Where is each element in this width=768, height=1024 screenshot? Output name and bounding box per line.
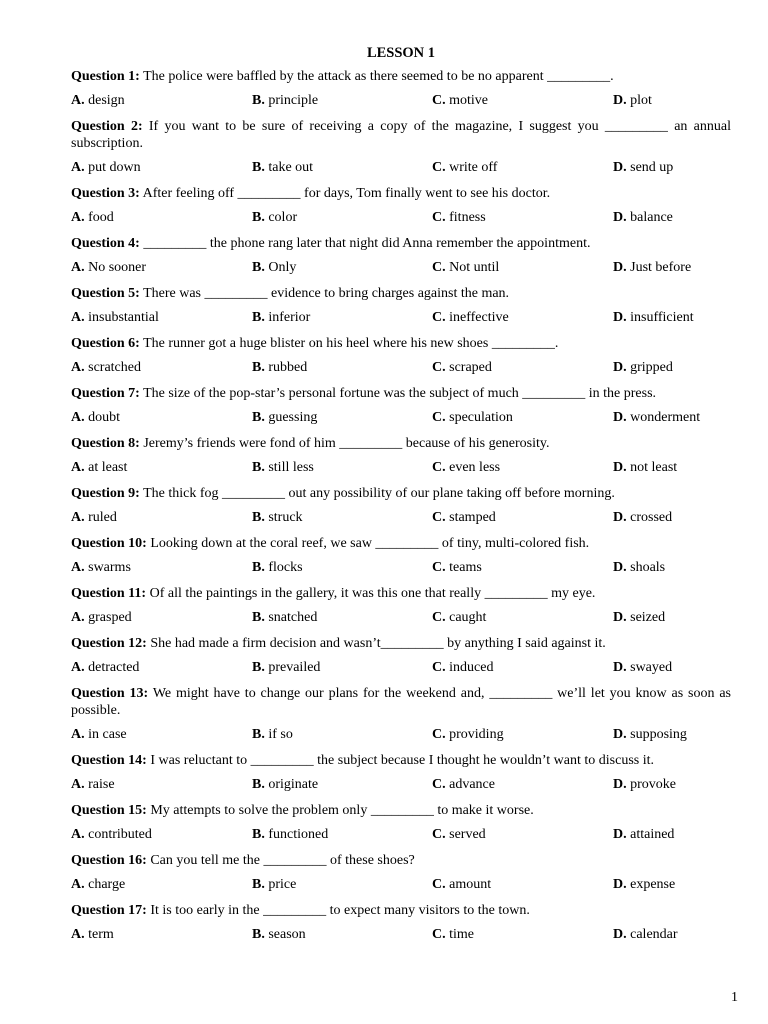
- option-letter: B.: [252, 727, 265, 742]
- option-text: insufficient: [630, 310, 694, 325]
- option-letter: D.: [613, 827, 627, 842]
- option-letter: D.: [613, 360, 627, 375]
- answer-options: [71, 826, 731, 843]
- answer-option-b: [252, 509, 432, 526]
- option-text: supposing: [630, 727, 687, 742]
- answer-option-c: [432, 209, 613, 226]
- option-letter: B.: [252, 560, 265, 575]
- option-letter: A.: [71, 210, 85, 225]
- answer-options: [71, 159, 731, 176]
- question-text: Looking down at the coral reef, we saw _________ of tiny, multi-colored fish.: [150, 536, 590, 551]
- option-text: take out: [268, 160, 314, 175]
- option-letter: C.: [432, 777, 446, 792]
- question-label: Question 13:: [71, 686, 149, 701]
- option-letter: B.: [252, 827, 265, 842]
- answer-option-d: [613, 509, 731, 526]
- option-letter: B.: [252, 160, 265, 175]
- option-text: prevailed: [268, 660, 321, 675]
- option-letter: D.: [613, 777, 627, 792]
- question-label: Question 7:: [71, 386, 140, 401]
- answer-option-c: [432, 92, 613, 109]
- option-text: scraped: [449, 360, 492, 375]
- option-text: rubbed: [268, 360, 308, 375]
- option-text: snatched: [268, 610, 318, 625]
- question-5: [71, 285, 731, 302]
- option-text: in case: [88, 727, 127, 742]
- answer-option-c: [432, 926, 613, 943]
- answer-option-a: [71, 609, 252, 626]
- option-letter: B.: [252, 460, 265, 475]
- question-11: [71, 585, 731, 602]
- option-letter: C.: [432, 210, 446, 225]
- answer-option-c: [432, 776, 613, 793]
- option-letter: A.: [71, 160, 85, 175]
- option-letter: A.: [71, 610, 85, 625]
- question-text: There was _________ evidence to bring charges against the man.: [143, 286, 510, 301]
- option-letter: B.: [252, 610, 265, 625]
- question-label: Question 1:: [71, 69, 140, 84]
- question-text: I was reluctant to _________ the subject because I thought he wouldn’t want to discuss it.: [150, 753, 654, 768]
- answer-option-a: [71, 776, 252, 793]
- option-text: if so: [268, 727, 293, 742]
- option-text: originate: [268, 777, 319, 792]
- answer-option-d: [613, 559, 731, 576]
- answer-option-c: [432, 876, 613, 893]
- option-text: price: [268, 877, 297, 892]
- option-text: wonderment: [630, 410, 701, 425]
- question-text: She had made a firm decision and wasn’t_________ by anything I said against it.: [150, 636, 606, 651]
- answer-options: [71, 609, 731, 626]
- option-text: doubt: [88, 410, 121, 425]
- option-letter: D.: [613, 260, 627, 275]
- question-13: [71, 685, 731, 719]
- option-letter: B.: [252, 210, 265, 225]
- answer-option-d: [613, 159, 731, 176]
- answer-options: [71, 876, 731, 893]
- answer-options: [71, 559, 731, 576]
- answer-option-a: [71, 92, 252, 109]
- option-letter: A.: [71, 93, 85, 108]
- option-text: Just before: [630, 260, 692, 275]
- option-letter: A.: [71, 460, 85, 475]
- option-letter: C.: [432, 927, 446, 942]
- answer-option-c: [432, 259, 613, 276]
- option-text: swayed: [630, 660, 673, 675]
- option-text: at least: [88, 460, 128, 475]
- answer-option-a: [71, 509, 252, 526]
- option-letter: A.: [71, 727, 85, 742]
- answer-option-a: [71, 559, 252, 576]
- question-8: [71, 435, 731, 452]
- option-text: calendar: [630, 927, 678, 942]
- answer-option-d: [613, 659, 731, 676]
- answer-options: [71, 776, 731, 793]
- answer-option-d: [613, 726, 731, 743]
- option-text: functioned: [268, 827, 329, 842]
- option-text: scratched: [88, 360, 141, 375]
- option-letter: A.: [71, 260, 85, 275]
- answer-option-b: [252, 659, 432, 676]
- question-text: _________ the phone rang later that night did Anna remember the appointment.: [143, 236, 591, 251]
- option-text: induced: [449, 660, 494, 675]
- answer-options: [71, 509, 731, 526]
- option-letter: C.: [432, 727, 446, 742]
- option-text: contributed: [88, 827, 152, 842]
- question-15: [71, 802, 731, 819]
- option-text: expense: [630, 877, 676, 892]
- option-letter: A.: [71, 927, 85, 942]
- question-label: Question 3:: [71, 186, 140, 201]
- answer-option-a: [71, 659, 252, 676]
- question-10: [71, 535, 731, 552]
- question-label: Question 8:: [71, 436, 140, 451]
- option-text: struck: [268, 510, 303, 525]
- option-letter: C.: [432, 827, 446, 842]
- answer-option-d: [613, 92, 731, 109]
- option-letter: C.: [432, 410, 446, 425]
- lesson-title: LESSON 1: [366, 45, 436, 61]
- option-letter: D.: [613, 210, 627, 225]
- option-text: write off: [449, 160, 498, 175]
- answer-option-c: [432, 159, 613, 176]
- option-text: attained: [630, 827, 675, 842]
- question-label: Question 2:: [71, 119, 143, 134]
- option-text: motive: [449, 93, 489, 108]
- option-letter: B.: [252, 877, 265, 892]
- answer-option-a: [71, 209, 252, 226]
- option-letter: D.: [613, 310, 627, 325]
- answer-option-a: [71, 409, 252, 426]
- option-letter: B.: [252, 260, 265, 275]
- option-text: fitness: [449, 210, 486, 225]
- answer-options: [71, 259, 731, 276]
- answer-option-b: [252, 209, 432, 226]
- answer-option-b: [252, 359, 432, 376]
- question-text: Of all the paintings in the gallery, it was this one that really _________ my eye.: [149, 586, 596, 601]
- question-list: [71, 68, 731, 943]
- option-text: gripped: [630, 360, 673, 375]
- answer-option-c: [432, 359, 613, 376]
- answer-options: [71, 209, 731, 226]
- option-text: ruled: [88, 510, 117, 525]
- answer-option-d: [613, 926, 731, 943]
- option-text: charge: [88, 877, 126, 892]
- answer-option-d: [613, 309, 731, 326]
- option-text: put down: [88, 160, 141, 175]
- answer-option-a: [71, 876, 252, 893]
- option-text: insubstantial: [88, 310, 159, 325]
- question-label: Question 9:: [71, 486, 140, 501]
- question-text: Can you tell me the _________ of these shoes?: [150, 853, 415, 868]
- answer-options: [71, 726, 731, 743]
- option-letter: C.: [432, 260, 446, 275]
- question-2: [71, 118, 731, 152]
- option-text: even less: [449, 460, 501, 475]
- option-letter: B.: [252, 660, 265, 675]
- answer-option-d: [613, 459, 731, 476]
- option-letter: A.: [71, 510, 85, 525]
- option-text: design: [88, 93, 125, 108]
- option-letter: A.: [71, 827, 85, 842]
- question-label: Question 16:: [71, 853, 147, 868]
- question-label: Question 14:: [71, 753, 147, 768]
- answer-option-a: [71, 726, 252, 743]
- answer-options: [71, 659, 731, 676]
- option-text: Not until: [449, 260, 500, 275]
- option-text: detracted: [88, 660, 140, 675]
- answer-option-a: [71, 159, 252, 176]
- option-letter: D.: [613, 93, 627, 108]
- option-letter: D.: [613, 727, 627, 742]
- option-text: Only: [268, 260, 297, 275]
- answer-option-c: [432, 826, 613, 843]
- option-text: seized: [630, 610, 666, 625]
- answer-option-a: [71, 826, 252, 843]
- question-14: [71, 752, 731, 769]
- question-text: Jeremy’s friends were fond of him _________ because of his generosity.: [143, 436, 550, 451]
- answer-option-b: [252, 776, 432, 793]
- answer-option-d: [613, 776, 731, 793]
- answer-options: [71, 459, 731, 476]
- question-text: The size of the pop-star’s personal fortune was the subject of much _________ in the press.: [143, 386, 657, 401]
- option-text: food: [88, 210, 114, 225]
- option-letter: A.: [71, 777, 85, 792]
- option-letter: B.: [252, 310, 265, 325]
- option-letter: B.: [252, 360, 265, 375]
- answer-option-a: [71, 309, 252, 326]
- question-label: Question 5:: [71, 286, 140, 301]
- option-text: speculation: [449, 410, 513, 425]
- option-text: provoke: [630, 777, 677, 792]
- option-letter: A.: [71, 877, 85, 892]
- answer-option-b: [252, 726, 432, 743]
- option-letter: C.: [432, 877, 446, 892]
- answer-option-a: [71, 259, 252, 276]
- option-letter: B.: [252, 93, 265, 108]
- option-text: plot: [630, 93, 652, 108]
- question-label: Question 11:: [71, 586, 147, 601]
- answer-option-c: [432, 659, 613, 676]
- option-text: advance: [449, 777, 495, 792]
- question-text: If you want to be sure of receiving a copy of the magazine, I suggest you _________ an annual subscription.: [71, 119, 732, 151]
- answer-options: [71, 926, 731, 943]
- option-text: providing: [449, 727, 504, 742]
- option-letter: D.: [613, 510, 627, 525]
- answer-option-b: [252, 409, 432, 426]
- option-letter: B.: [252, 777, 265, 792]
- option-letter: A.: [71, 310, 85, 325]
- option-letter: C.: [432, 93, 446, 108]
- question-7: [71, 385, 731, 402]
- answer-option-c: [432, 509, 613, 526]
- option-letter: D.: [613, 560, 627, 575]
- answer-options: [71, 409, 731, 426]
- option-text: teams: [449, 560, 482, 575]
- option-letter: D.: [613, 460, 627, 475]
- option-text: served: [449, 827, 486, 842]
- option-text: caught: [449, 610, 487, 625]
- option-letter: D.: [613, 410, 627, 425]
- answer-option-b: [252, 309, 432, 326]
- option-letter: C.: [432, 560, 446, 575]
- question-label: Question 4:: [71, 236, 140, 251]
- answer-option-c: [432, 409, 613, 426]
- option-letter: D.: [613, 660, 627, 675]
- option-letter: D.: [613, 927, 627, 942]
- answer-option-c: [432, 726, 613, 743]
- option-letter: A.: [71, 360, 85, 375]
- question-text: My attempts to solve the problem only _________ to make it worse.: [150, 803, 534, 818]
- question-6: [71, 335, 731, 352]
- answer-option-d: [613, 359, 731, 376]
- answer-option-b: [252, 876, 432, 893]
- answer-option-b: [252, 926, 432, 943]
- option-text: inferior: [268, 310, 311, 325]
- option-text: balance: [630, 210, 673, 225]
- option-text: flocks: [268, 560, 303, 575]
- answer-options: [71, 92, 731, 109]
- option-text: amount: [449, 877, 492, 892]
- option-letter: A.: [71, 410, 85, 425]
- option-text: time: [449, 927, 475, 942]
- answer-option-b: [252, 559, 432, 576]
- option-letter: C.: [432, 510, 446, 525]
- answer-option-c: [432, 309, 613, 326]
- question-3: [71, 185, 731, 202]
- option-letter: C.: [432, 610, 446, 625]
- option-letter: C.: [432, 460, 446, 475]
- answer-option-b: [252, 459, 432, 476]
- answer-option-b: [252, 259, 432, 276]
- question-12: [71, 635, 731, 652]
- answer-option-b: [252, 826, 432, 843]
- option-text: not least: [630, 460, 678, 475]
- option-letter: A.: [71, 660, 85, 675]
- option-letter: C.: [432, 660, 446, 675]
- answer-option-c: [432, 459, 613, 476]
- answer-option-a: [71, 359, 252, 376]
- option-letter: C.: [432, 160, 446, 175]
- question-1: [71, 68, 731, 85]
- question-16: [71, 852, 731, 869]
- option-text: crossed: [630, 510, 673, 525]
- question-4: [71, 235, 731, 252]
- option-text: color: [268, 210, 298, 225]
- answer-option-d: [613, 609, 731, 626]
- question-text: We might have to change our plans for the weekend and, _________ we’ll let you know as soon as possible.: [71, 686, 731, 718]
- question-label: Question 15:: [71, 803, 147, 818]
- answer-option-c: [432, 609, 613, 626]
- answer-option-b: [252, 609, 432, 626]
- option-text: term: [88, 927, 114, 942]
- option-text: grasped: [88, 610, 132, 625]
- option-text: guessing: [268, 410, 318, 425]
- option-letter: C.: [432, 310, 446, 325]
- option-text: send up: [630, 160, 674, 175]
- question-17: [71, 902, 731, 919]
- question-text: After feeling off _________ for days, Tom finally went to see his doctor.: [142, 186, 551, 201]
- answer-option-d: [613, 409, 731, 426]
- answer-option-b: [252, 159, 432, 176]
- question-text: The runner got a huge blister on his heel where his new shoes _________.: [143, 336, 559, 351]
- option-letter: C.: [432, 360, 446, 375]
- page-number: 1: [731, 990, 738, 1005]
- question-text: The police were baffled by the attack as there seemed to be no apparent _________.: [143, 69, 614, 84]
- answer-option-b: [252, 92, 432, 109]
- option-letter: A.: [71, 560, 85, 575]
- option-text: still less: [268, 460, 314, 475]
- option-text: stamped: [449, 510, 496, 525]
- answer-options: [71, 309, 731, 326]
- option-letter: D.: [613, 610, 627, 625]
- document-page: [71, 44, 731, 952]
- question-text: The thick fog _________ out any possibility of our plane taking off before morning.: [143, 486, 615, 501]
- answer-option-d: [613, 826, 731, 843]
- option-letter: B.: [252, 927, 265, 942]
- option-letter: B.: [252, 410, 265, 425]
- option-text: principle: [268, 93, 319, 108]
- question-text: It is too early in the _________ to expect many visitors to the town.: [150, 903, 530, 918]
- option-text: raise: [88, 777, 115, 792]
- question-9: [71, 485, 731, 502]
- option-letter: D.: [613, 877, 627, 892]
- option-letter: B.: [252, 510, 265, 525]
- option-text: swarms: [88, 560, 131, 575]
- answer-option-d: [613, 259, 731, 276]
- option-text: shoals: [630, 560, 666, 575]
- answer-options: [71, 359, 731, 376]
- option-text: season: [268, 927, 306, 942]
- answer-option-c: [432, 559, 613, 576]
- answer-option-d: [613, 876, 731, 893]
- option-text: ineffective: [449, 310, 509, 325]
- question-label: Question 10:: [71, 536, 147, 551]
- answer-option-d: [613, 209, 731, 226]
- question-label: Question 17:: [71, 903, 147, 918]
- option-text: No sooner: [88, 260, 147, 275]
- question-label: Question 6:: [71, 336, 140, 351]
- answer-option-a: [71, 459, 252, 476]
- answer-option-a: [71, 926, 252, 943]
- option-letter: D.: [613, 160, 627, 175]
- question-label: Question 12:: [71, 636, 147, 651]
